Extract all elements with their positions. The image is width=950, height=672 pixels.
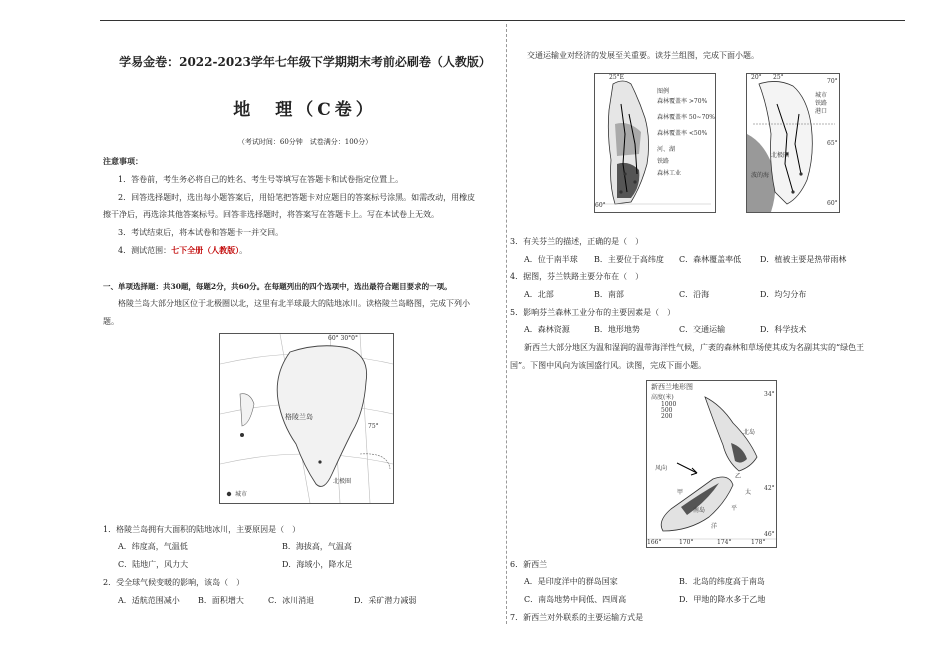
nz-lon-1: 166° <box>647 539 662 546</box>
top-rule <box>100 20 905 21</box>
nz-legend-1: 1000 <box>661 401 677 408</box>
q2-option-b: B．面积增大 <box>198 596 244 605</box>
section1-intro-a: 格陵兰岛大部分地区位于北极圈以北，这里有北半球最大的陆地冰川。读格陵兰岛略图，完成下列小 <box>118 299 470 308</box>
section1-intro-b: 题。 <box>103 317 119 326</box>
finland-map2-lon2: 25° <box>773 74 784 81</box>
greenland-island-label: 格陵兰岛 <box>285 413 313 421</box>
finland-map2-circle-label: 北极圈 <box>771 152 790 159</box>
note-3: 3．考试结束后，将本试卷和答题卡一并交回。 <box>118 228 284 237</box>
q6-option-b: B．北岛的纬度高于南岛 <box>679 577 765 586</box>
nz-terrain-map <box>646 380 777 548</box>
nz-legend-2: 500 <box>661 407 673 414</box>
nz-lat-3: 46° <box>764 531 775 538</box>
note-4-suffix: 。 <box>239 246 248 255</box>
exam-info: （考试时间：60分钟 试卷满分：100分） <box>237 138 373 146</box>
finland-map2-lon1: 20° <box>751 74 762 81</box>
note-2a: 2．回答选择题时，选出每小题答案后，用铅笔把答题卡对应题目的答案标号涂黑。如需改动，用橡皮 <box>118 193 476 202</box>
nz-label-b: 乙 <box>735 473 742 480</box>
finland-legend-2: 森林覆盖率 50~70% <box>657 114 715 121</box>
finland-legend-title: 图例 <box>657 88 670 95</box>
nz-map-title: 新西兰地形图 <box>651 383 693 391</box>
greenland-lat-label: 75° <box>368 423 379 430</box>
finland-transport-map <box>746 73 840 213</box>
nz-lat-1: 34° <box>764 391 775 398</box>
finland-map2-legend-3: 港口 <box>815 108 828 115</box>
q3-option-b: B．主要位于高纬度 <box>594 255 664 264</box>
note-4-range: 七下全册（人教版） <box>171 245 240 255</box>
greenland-map <box>219 333 394 504</box>
note-4 <box>118 245 247 256</box>
q3-option-a: A．位于南半球 <box>524 255 578 264</box>
q2-option-d: D．采矿潜力减弱 <box>354 596 417 605</box>
finland-map2-lat2: 65° <box>827 140 838 147</box>
q5-option-c: C．交通运输 <box>679 325 726 334</box>
q5-stem: 5．影响芬兰森林工业分布的主要因素是（ ） <box>510 308 676 317</box>
note-2b: 擦干净后，再选涂其他答案标号。回答非选择题时，将答案写在答题卡上。写在本试卷上无效。 <box>103 210 439 219</box>
q4-option-c: C．沿海 <box>679 290 710 299</box>
q1-stem: 1．格陵兰岛拥有大面积的陆地冰川，主要原因是（ ） <box>103 525 301 534</box>
note-4-prefix: 4．测试范围： <box>118 246 172 255</box>
q1-option-c: C．陆地广，风力大 <box>118 560 189 569</box>
q2-option-c: C．冰川消退 <box>268 596 315 605</box>
nz-intro-a: 新西兰大部分地区为温和湿润的温带海洋性气候，广袤的森林和草场使其成为名副其实的“绿色王 <box>524 343 865 352</box>
q5-option-d: D．科学技术 <box>760 325 807 334</box>
q1-option-d: D．海域小，降水足 <box>282 560 353 569</box>
nz-legend-head: 高度(米) <box>651 394 674 401</box>
greenland-lon-label: 60° 30°0° <box>328 335 358 342</box>
nz-lon-2: 170° <box>679 539 694 546</box>
finland-legend-1: 森林覆盖率 >70% <box>657 98 708 105</box>
finland-forest-drawing <box>595 74 715 212</box>
q1-option-a: A．纬度高，气温低 <box>118 542 188 551</box>
nz-label-north: 北岛 <box>743 429 756 436</box>
q5-option-b: B．地形地势 <box>594 325 640 334</box>
notes-heading: 注意事项： <box>103 156 143 166</box>
q2-stem: 2．受全球气候变暖的影响，该岛（ ） <box>103 578 245 587</box>
nz-lat-2: 42° <box>764 485 775 492</box>
q3-stem: 3．有关芬兰的描述，正确的是（ ） <box>510 237 644 246</box>
finland-map2-legend-1: 城市 <box>815 92 828 99</box>
q6-stem: 6．新西兰 <box>510 560 548 569</box>
nz-lon-3: 174° <box>717 539 732 546</box>
finland-map1-lon: 25°E <box>609 74 625 81</box>
q4-stem: 4．据图，芬兰铁路主要分布在（ ） <box>510 272 644 281</box>
q3-option-d: D．植被主要是热带雨林 <box>760 255 847 264</box>
greenland-circle-label: 北极圈 <box>333 478 352 485</box>
section1-heading: 一、单项选择题：共30题，每题2分，共60分。在每题列出的四个选项中，选出最符合题目要求的一项。 <box>103 282 452 291</box>
nz-label-sea1: 太 <box>745 489 752 496</box>
finland-map1-lat: 60° <box>595 202 606 209</box>
q2-option-a: A．适航范围减小 <box>118 596 180 605</box>
finland-legend-river: 河、湖 <box>657 146 676 153</box>
nz-label-south: 南岛 <box>693 507 706 514</box>
nz-intro-b: 国”。下图中风向为该国盛行风。读图，完成下面小题。 <box>510 361 707 370</box>
finland-legend-industry: 森林工业 <box>657 170 682 177</box>
q3-option-c: C．森林覆盖率低 <box>679 255 742 264</box>
finland-map2-lat1: 70° <box>827 78 838 85</box>
nz-label-a: 甲 <box>677 489 684 496</box>
exam-title: 学易金卷：2022-2023学年七年级下学期期末考前必刷卷（人教版） <box>119 55 491 69</box>
finland-map2-lat3: 60° <box>827 200 838 207</box>
finland-map2-legend-2: 铁路 <box>815 100 828 107</box>
q5-option-a: A．森林资源 <box>524 325 570 334</box>
nz-label-wind: 风向 <box>655 465 668 472</box>
nz-label-sea3: 洋 <box>711 523 718 530</box>
nz-lon-4: 178° <box>751 539 766 546</box>
greenland-legend-city: 城市 <box>235 491 248 498</box>
finland-legend-rail: 铁路 <box>657 158 670 165</box>
q6-option-c: C．南岛地势中间低、四周高 <box>524 595 627 604</box>
note-1: 1．答卷前，考生务必将自己的姓名、考生号等填写在答题卡和试卷指定位置上。 <box>118 175 404 184</box>
nz-label-sea2: 平 <box>731 505 738 512</box>
q1-option-b: B．海拔高，气温高 <box>282 542 352 551</box>
finland-forest-map <box>594 73 716 213</box>
nz-legend-3: 200 <box>661 413 673 420</box>
q7-stem: 7．新西兰对外联系的主要运输方式是 <box>510 613 644 622</box>
finland-map2-sea: 波的海 <box>751 172 770 179</box>
finland-legend-3: 森林覆盖率 <50% <box>657 130 708 137</box>
q6-option-d: D．甲地的降水多于乙地 <box>679 595 766 604</box>
column-divider <box>506 24 507 624</box>
subject-title: 地 理（C卷） <box>233 100 377 120</box>
q4-option-a: A．北部 <box>524 290 554 299</box>
q6-option-a: A．是印度洋中的群岛国家 <box>524 577 618 586</box>
finland-intro: 交通运输业对经济的发展至关重要。读芬兰组图，完成下面小题。 <box>527 51 759 60</box>
q4-option-b: B．南部 <box>594 290 624 299</box>
q4-option-d: D．均匀分布 <box>760 290 807 299</box>
